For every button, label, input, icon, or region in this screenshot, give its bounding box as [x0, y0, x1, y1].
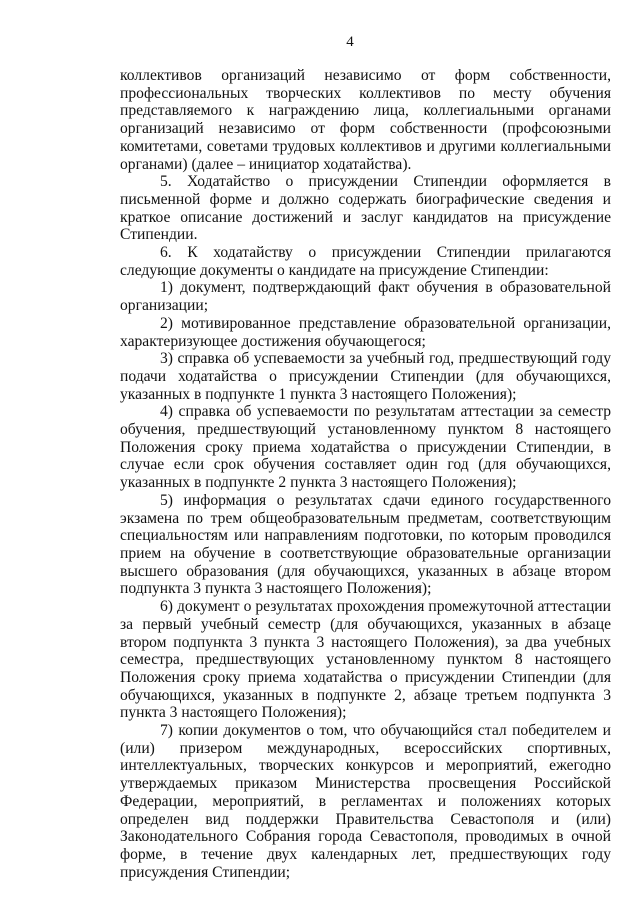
page-number: 4 — [346, 34, 354, 50]
list-item-7: 7) копии документов о том, что обучающийся стал победителем и (или) призером международных, всероссийских спортивных, интеллектуальных, творческих конкурсов и мероприятий, ежегодно утверждаемых приказом Министерства просвещения Российской Федерации, мероприятий, в регламентах и положениях которых определен вид поддержки Правительства Севастополя и (или) Законодательного Собрания города Севастополя, проводимых в очной форме, в течение двух календарных лет, предшествующих году присуждения Стипендии; — [120, 722, 611, 881]
list-item-3: 3) справка об успеваемости за учебный год, предшествующий году подачи ходатайства о присуждении Стипендии (для обучающихся, указанных в подпункте 1 пункта 3 настоящего Положения); — [120, 350, 611, 403]
list-item-6: 6) документ о результатах прохождения промежуточной аттестации за первый учебный семестр (для обучающихся, указанных в абзаце втором подпункта 3 пункта 3 настоящего Положения), за два учебных семестра, предшествующих установленному пунктом 8 настоящего Положения сроку приема ходатайства о присуждении Стипендии (для обучающихся, указанных в подпункте 2, абзаце третьем подпункта 3 пункта 3 настоящего Положения); — [120, 598, 611, 722]
list-item-1: 1) документ, подтверждающий факт обучения в образовательной организации; — [120, 279, 611, 315]
document-body — [120, 67, 611, 881]
paragraph-item-6: 6. К ходатайству о присуждении Стипендии прилагаются следующие документы о кандидате на присуждение Стипендии: — [120, 244, 611, 279]
list-item-2: 2) мотивированное представление образовательной организации, характеризующее достижения обучающегося; — [120, 314, 611, 350]
paragraph-item-5: 5. Ходатайство о присуждении Стипендии оформляется в письменной форме и должно содержать биографические сведения и краткое описание достижений и заслуг кандидатов на присуждение Стипендии. — [120, 173, 611, 244]
paragraph-initiator-continuation: коллективов организаций независимо от форм собственности, профессиональных творческих коллективов по месту обучения представляемого к награждению лица, коллегиальными органами организаций независимо от форм собственности (профсоюзными комитетами, советами трудовых коллективов и другими коллегиальными органами) (далее – инициатор ходатайства). — [120, 67, 611, 173]
list-item-5: 5) информация о результатах сдачи единого государственного экзамена по трем общеобразовательным предметам, соответствующим специальностям или направлениям подготовки, по которым проводился прием на обучение в соответствующие образовательные организации высшего образования (для обучающихся, указанных в абзаце втором подпункта 3 пункта 3 настоящего Положения); — [120, 491, 611, 598]
list-item-4: 4) справка об успеваемости по результатам аттестации за семестр обучения, предшествующий установленному пунктом 8 настоящего Положения сроку приема ходатайства о присуждении Стипендии, в случае если срок обучения составляет один год (для обучающихся, указанных в подпункте 2 пункта 3 настоящего Положения); — [120, 403, 611, 492]
